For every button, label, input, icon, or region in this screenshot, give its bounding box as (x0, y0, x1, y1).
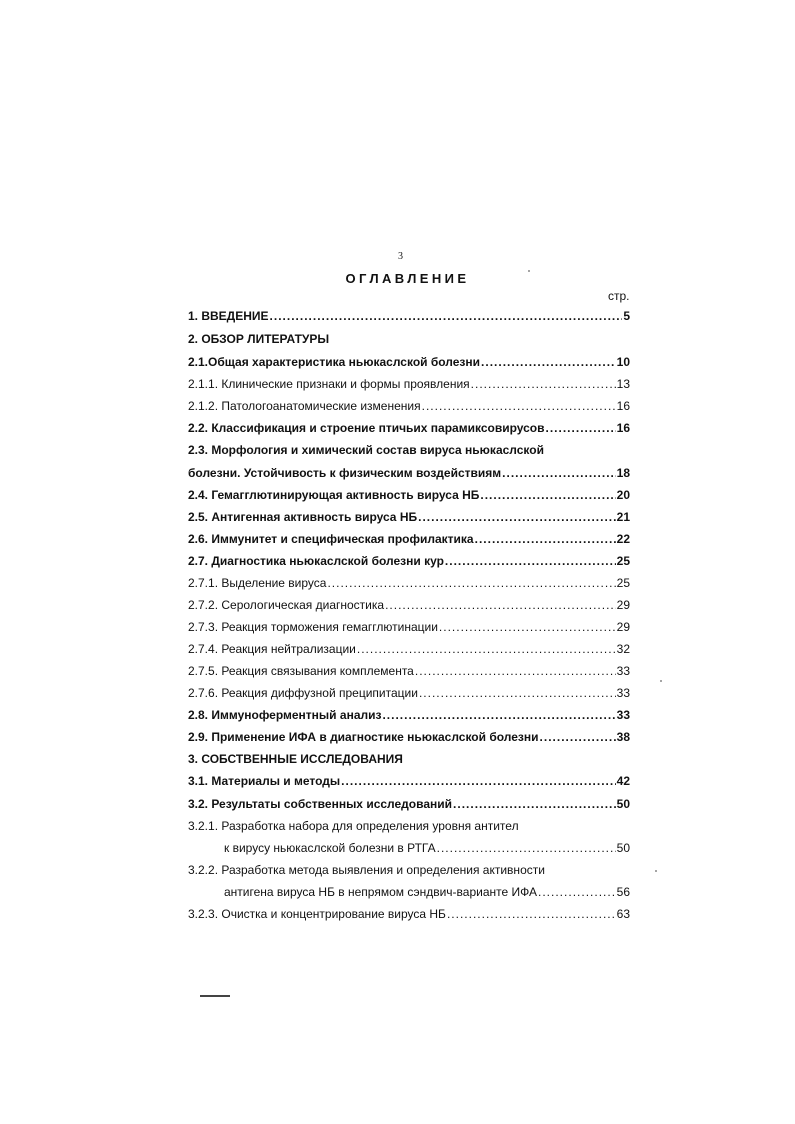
toc-entry-label: 3.2.2. Разработка метода выявления и определения активности (188, 863, 545, 877)
toc-entry-label: 2.7.6. Реакция диффузной преципитации (188, 686, 418, 700)
toc-entry-label: 2.4. Гемагглютинирующая активность вируса НБ (188, 488, 480, 502)
toc-entry-label: 2.8. Иммуноферментный анализ (188, 708, 382, 722)
toc-entry-label: 2.7.1. Выделение вируса (188, 576, 327, 590)
toc-entry (188, 439, 630, 457)
toc-entry-page: 13 (616, 377, 630, 391)
toc-entry (188, 328, 630, 346)
scan-mark (200, 995, 230, 997)
toc-entry-label: 3.2.3. Очистка и концентрирование вируса НБ (188, 907, 446, 921)
toc-entry-page: 25 (616, 554, 630, 568)
toc-entry-page: 10 (616, 355, 630, 369)
toc-entry-page: 33 (616, 686, 630, 700)
toc-entry-page: 18 (616, 466, 630, 480)
scan-speck (655, 870, 657, 872)
toc-entry (188, 616, 630, 634)
toc-entry-page: 20 (616, 488, 630, 502)
toc-leader-dots (480, 488, 615, 502)
toc-entry-page: 50 (616, 841, 630, 855)
toc-leader-dots (538, 885, 616, 899)
toc-entry-page: 50 (616, 797, 630, 811)
toc-leader-dots (481, 355, 616, 369)
toc-entry (188, 704, 630, 722)
toc-entry (188, 484, 630, 502)
toc-entry-label: к вирусу ньюкаслской болезни в РТГА (224, 841, 436, 855)
toc-entry (188, 748, 630, 766)
toc-entry-page: 33 (616, 708, 630, 722)
toc-entry-page: 16 (616, 421, 630, 435)
toc-entry-page: 42 (616, 774, 630, 788)
toc-leader-dots (546, 421, 616, 435)
toc-entry (188, 305, 630, 323)
toc-entry-label: 3. СОБСТВЕННЫЕ ИССЛЕДОВАНИЯ (188, 752, 403, 766)
toc-entry (188, 351, 630, 369)
toc-entry (188, 528, 630, 546)
toc-entry-label: болезни. Устойчивость к физическим воздействиям (188, 466, 502, 480)
toc-entry (188, 726, 630, 744)
scan-speck (660, 680, 662, 682)
toc-leader-dots (385, 598, 616, 612)
toc-entry-label: 2.1.Общая характеристика ньюкаслской болезни (188, 355, 481, 369)
toc-entry (188, 550, 630, 568)
toc-leader-dots (475, 532, 616, 546)
toc-entry-page: 32 (616, 642, 630, 656)
toc-entry-label: 2.2. Классификация и строение птичьих парамиксовирусов (188, 421, 545, 435)
toc-leader-dots (270, 309, 623, 323)
toc-entry (188, 815, 630, 833)
toc-entry-page: 16 (616, 399, 630, 413)
toc-entry-label: 2.7.4. Реакция нейтрализации (188, 642, 356, 656)
toc-entry-page: 33 (616, 664, 630, 678)
toc-leader-dots (415, 664, 616, 678)
toc-leader-dots (445, 554, 616, 568)
toc-entry (188, 682, 630, 700)
toc-entry (188, 572, 630, 590)
toc-entry-label: 1. ВВЕДЕНИЕ (188, 309, 269, 323)
toc-leader-dots (419, 686, 616, 700)
toc-entry-page: 5 (623, 309, 630, 323)
toc-leader-dots (341, 774, 615, 788)
toc-leader-dots (439, 620, 616, 634)
toc-entry-label: 2.1.1. Клинические признаки и формы проявления (188, 377, 470, 391)
toc-entry-page: 22 (616, 532, 630, 546)
toc-entry-page: 29 (616, 598, 630, 612)
toc-entry-label: 2.3. Морфология и химический состав вируса ньюкаслской (188, 443, 544, 457)
toc-leader-dots (437, 841, 616, 855)
toc-leader-dots (422, 399, 616, 413)
toc-entry (188, 417, 630, 435)
toc-entry-label: 2.7.2. Серологическая диагностика (188, 598, 385, 612)
toc-entry (188, 594, 630, 612)
toc-leader-dots (418, 510, 616, 524)
toc-leader-dots (540, 730, 616, 744)
toc-leader-dots (357, 642, 616, 656)
page-column-label: стр. (608, 289, 630, 303)
toc-entry (188, 395, 630, 413)
scan-speck (528, 270, 530, 272)
toc-entry (224, 837, 630, 855)
toc-entry-label: 2.7. Диагностика ньюкаслской болезни кур (188, 554, 444, 568)
toc-entry (188, 638, 630, 656)
page-title: ОГЛАВЛЕНИЕ (345, 271, 470, 286)
toc-entry-label: 2.5. Антигенная активность вируса НБ (188, 510, 418, 524)
toc-entry-label: 2.6. Иммунитет и специфическая профилактика (188, 532, 474, 546)
toc-entry-label: 2.1.2. Патологоанатомические изменения (188, 399, 421, 413)
toc-entry-page: 25 (616, 576, 630, 590)
toc-entry-label: 2. ОБЗОР ЛИТЕРАТУРЫ (188, 332, 330, 346)
toc-leader-dots (327, 576, 615, 590)
toc-leader-dots (447, 907, 616, 921)
toc-entry (188, 660, 630, 678)
toc-leader-dots (453, 797, 616, 811)
toc-entry (188, 859, 630, 877)
toc-entry (188, 506, 630, 524)
toc-leader-dots (471, 377, 616, 391)
toc-entry-label: 3.1. Материалы и методы (188, 774, 341, 788)
toc-entry-page: 38 (616, 730, 630, 744)
toc-entry-page: 63 (616, 907, 630, 921)
toc-entry-label: 2.9. Применение ИФА в диагностике ньюкаслской болезни (188, 730, 539, 744)
toc-entry-label: 3.2.1. Разработка набора для определения уровня антител (188, 819, 519, 833)
toc-entry (188, 770, 630, 788)
toc-entry (224, 881, 630, 899)
toc-entry-label: 2.7.5. Реакция связывания комплемента (188, 664, 414, 678)
toc-entry-label: 2.7.3. Реакция торможения гемагглютинации (188, 620, 438, 634)
toc-leader-dots (502, 466, 615, 480)
toc-entry (188, 903, 630, 921)
page-number: 3 (398, 251, 403, 262)
toc-entry-page: 56 (616, 885, 630, 899)
toc-entry-page: 29 (616, 620, 630, 634)
toc-entry (188, 793, 630, 811)
toc-entry-label: 3.2. Результаты собственных исследований (188, 797, 453, 811)
toc-entry-page: 21 (616, 510, 630, 524)
toc-entry (188, 462, 630, 480)
toc-entry-label: антигена вируса НБ в непрямом сэндвич-варианте ИФА (224, 885, 538, 899)
toc-leader-dots (382, 708, 615, 722)
toc-entry (188, 373, 630, 391)
